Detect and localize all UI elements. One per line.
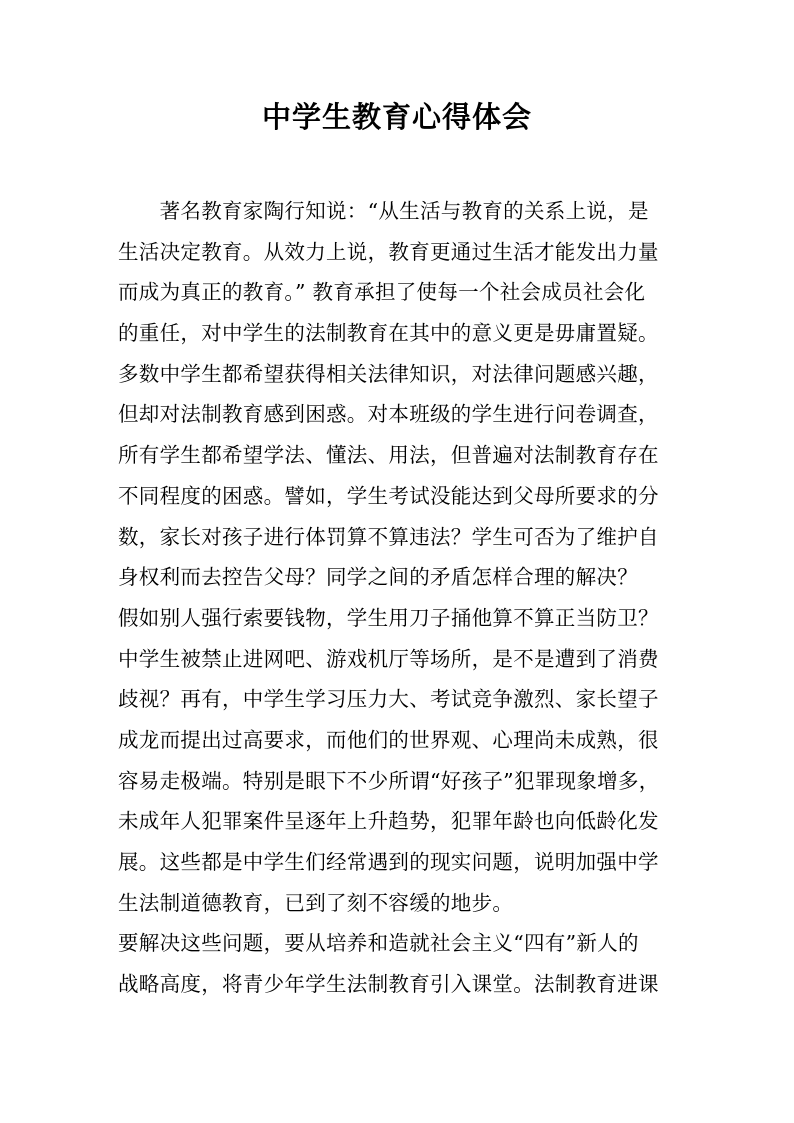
text-line: 著名教育家陶行知说：“从生活与教育的关系上说，是 [118,199,649,223]
text-line: 要解决这些问题，要从培养和造就社会主义“四有”新人的 [118,931,639,956]
text-line: 多数中学生都希望获得相关法律知识，对法律问题感兴趣， [118,361,659,386]
text-line: 生活决定教育。从效力上说，教育更通过生活才能发出力量 [118,239,659,264]
text-line: 容易走极端。特别是眼下不少所谓“好孩子”犯罪现象增多， [118,768,660,793]
text-line: 所有学生都希望学法、懂法、用法，但普遍对法制教育存在 [118,443,659,468]
text-line: 战略高度，将青少年学生法制教育引入课堂。法制教育进课 [118,972,659,997]
text-line: 中学生被禁止进网吧、游戏机厅等场所，是不是遭到了消费 [118,646,659,671]
text-line: 数，家长对孩子进行体罚算不算违法？学生可否为了维护自 [118,524,659,549]
document-body [118,191,698,1005]
text-line: 身权利而去控告父母？同学之间的矛盾怎样合理的解决？ [118,565,638,590]
text-line: 展。这些都是中学生们经常遇到的现实问题，说明加强中学 [118,850,659,874]
text-line: 的重任，对中学生的法制教育在其中的意义更是毋庸置疑。 [118,321,659,346]
text-line: 但却对法制教育感到困惑。对本班级的学生进行问卷调查， [118,402,659,427]
text-line: 成龙而提出过高要求，而他们的世界观、心理尚未成熟，很 [118,727,659,752]
text-line: 未成年人犯罪案件呈逐年上升趋势，犯罪年龄也向低龄化发 [118,809,659,834]
text-line: 而成为真正的教育。” 教育承担了使每一个社会成员社会化 [118,280,646,305]
document-title: 中学生教育心得体会 [261,100,532,134]
text-line: 不同程度的困惑。譬如，学生考试没能达到父母所要求的分 [118,483,659,508]
text-line: 歧视？再有，中学生学习压力大、考试竞争激烈、家长望子 [118,687,659,712]
text-line: 假如别人强行索要钱物，学生用刀子捅他算不算正当防卫？ [118,605,659,630]
text-line: 生法制道德教育，已到了刻不容缓的地步。 [118,890,514,915]
